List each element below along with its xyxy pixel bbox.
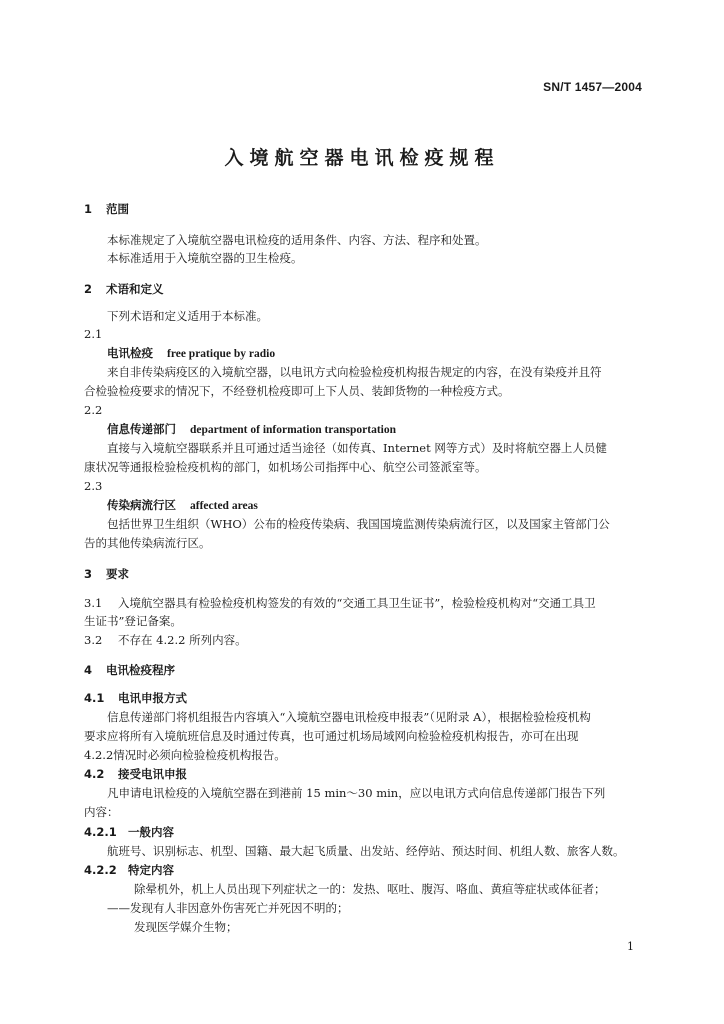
standard-number: SN/T 1457—2004: [543, 80, 642, 94]
paragraph: 包括世界卫生组织（WHO）公布的检疫传染病、我国国境监测传染病流行区，以及国家主管部门公: [107, 517, 610, 531]
paragraph: 下列术语和定义适用于本标准。: [107, 309, 268, 323]
clause-number: 3.2: [84, 633, 103, 647]
section-title: 电讯检疫程序: [106, 663, 175, 677]
term-english: free pratique by radio: [167, 348, 276, 360]
paragraph: 来自非传染病疫区的入境航空器，以电讯方式向检验检疫机构报告规定的内容，在没有染疫并且符: [107, 365, 602, 379]
paragraph: 要求应将所有入境航班信息及时通过传真，也可通过机场局域网向检验检疫机构报告，亦可在出现: [84, 729, 579, 743]
paragraph: 合检验检疫要求的情况下，不经登机检疫即可上下人员、装卸货物的一种检疫方式。: [84, 384, 510, 398]
paragraph: 生证书”登记备案。: [84, 614, 182, 628]
list-item: 除晕机外，机上人员出现下列症状之一的：发热、呕吐、腹泻、咯血、黄疸等症状或体征者；: [134, 882, 606, 896]
term-chinese: 电讯检疫: [107, 346, 153, 360]
subsection-4-2-2-heading: [84, 862, 174, 878]
paragraph: 凡申请电讯检疫的入境航空器在到港前 15 min～30 min，应以电讯方式向信息传递部门报告下列: [107, 786, 606, 800]
paragraph: 信息传递部门将机组报告内容填入“入境航空器电讯检疫申报表”（见附录 A），根据检验检疫机构: [107, 710, 591, 724]
paragraph: 4.2.2情况时必须向检验检疫机构报告。: [84, 748, 286, 762]
section-1-heading: [84, 201, 129, 217]
term-english: department of information transportation: [190, 424, 397, 436]
term-chinese: 信息传递部门: [107, 422, 176, 436]
section-number: 3: [84, 567, 93, 581]
subsection-number: 4.1: [84, 691, 105, 705]
term-number: 2.2: [84, 403, 103, 417]
term-english: affected areas: [190, 500, 258, 512]
clause-3-1: [84, 595, 596, 611]
paragraph: 直接与入境航空器联系并且可通过适当途径（如传真、Internet 网等方式）及时将航空器上人员健: [107, 441, 607, 455]
section-number: 1: [84, 202, 93, 216]
term-heading: [107, 497, 258, 514]
list-item: 发现医学媒介生物；: [134, 920, 238, 934]
term-number: 2.1: [84, 327, 103, 341]
section-3-heading: [84, 566, 129, 582]
subsection-title: 电讯申报方式: [118, 691, 187, 705]
subsection-4-1-heading: [84, 690, 187, 706]
section-number: 4: [84, 663, 93, 677]
page-number: 1: [627, 940, 634, 953]
term-heading: [107, 421, 396, 438]
paragraph: 内容：: [84, 805, 119, 819]
subsection-number: 4.2.2: [84, 863, 117, 877]
section-title: 术语和定义: [106, 282, 164, 296]
section-number: 2: [84, 282, 93, 296]
section-title: 要求: [106, 567, 129, 581]
section-2-heading: [84, 281, 164, 297]
paragraph: 本标准规定了入境航空器电讯检疫的适用条件、内容、方法、程序和处置。: [107, 233, 487, 247]
subsection-4-2-heading: [84, 766, 187, 782]
paragraph: 航班号、识别标志、机型、国籍、最大起飞质量、出发站、经停站、预达时间、机组人数、旅客人数。: [107, 844, 625, 858]
term-number: 2.3: [84, 479, 103, 493]
subsection-title: 特定内容: [128, 863, 174, 877]
subsection-title: 一般内容: [128, 825, 174, 839]
section-4-heading: [84, 662, 175, 678]
clause-text: 入境航空器具有检验检疫机构签发的有效的“交通工具卫生证书”，检验检疫机构对“交通工具卫: [118, 596, 596, 610]
section-title: 范围: [106, 202, 129, 216]
term-heading: [107, 345, 275, 362]
list-item: ——发现有人非因意外伤害死亡并死因不明的；: [107, 901, 349, 915]
clause-text: 不存在 4.2.2 所列内容。: [118, 633, 247, 647]
clause-3-2: [84, 632, 247, 648]
paragraph: 康状况等通报检验检疫机构的部门，如机场公司指挥中心、航空公司签派室等。: [84, 460, 487, 474]
subsection-number: 4.2: [84, 767, 105, 781]
term-chinese: 传染病流行区: [107, 498, 176, 512]
subsection-4-2-1-heading: [84, 824, 174, 840]
document-title: 入境航空器电讯检疫规程: [224, 147, 500, 169]
subsection-number: 4.2.1: [84, 825, 117, 839]
paragraph: 本标准适用于入境航空器的卫生检疫。: [107, 251, 303, 265]
paragraph: 告的其他传染病流行区。: [84, 536, 211, 550]
clause-number: 3.1: [84, 596, 103, 610]
subsection-title: 接受电讯申报: [118, 767, 187, 781]
